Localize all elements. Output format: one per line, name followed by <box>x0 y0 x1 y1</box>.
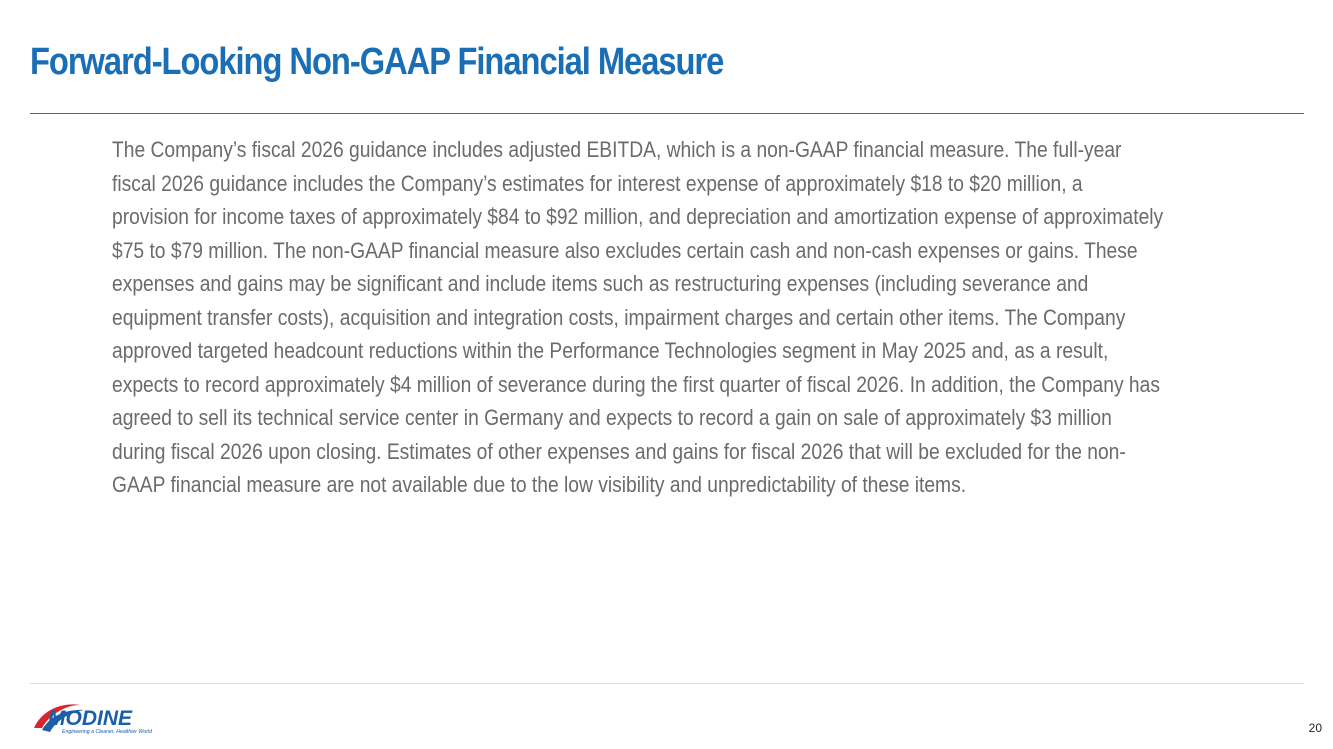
modine-logo <box>28 692 168 738</box>
slide-title: Forward-Looking Non-GAAP Financial Measure <box>30 41 724 83</box>
page-number: 20 <box>1308 721 1322 735</box>
logo-tagline: Engineering a Cleaner, Healthier World <box>62 729 152 735</box>
title-divider <box>30 113 1304 114</box>
body-paragraph: The Company’s fiscal 2026 guidance includes adjusted EBITDA, which is a non-GAAP financial measure. The full-year fiscal 2026 guidance includes the Company’s estimates for interest expense of approximately $18 to $20 million, a provision for income taxes of approximately $84 to $92 million, and depreciation and amortization expense of approximately $75 to $79 million. The non-GAAP financial measure also excludes certain cash and non-cash expenses or gains. These expenses and gains may be significant and include items such as restructuring expenses (including severance and equipment transfer costs), acquisition and integration costs, impairment charges and certain other items. The Company approved targeted headcount reductions within the Performance Technologies segment in May 2025 and, as a result, expects to record approximately $4 million of severance during the first quarter of fiscal 2026. In addition, the Company has agreed to sell its technical service center in Germany and expects to record a gain on sale of approximately $3 million during fiscal 2026 upon closing. Estimates of other expenses and gains for fiscal 2026 that will be excluded for the non-GAAP financial measure are not available due to the low visibility and unpredictability of these items. <box>112 137 1164 497</box>
footer-divider <box>30 683 1304 684</box>
logo-wordmark: MODINE <box>48 707 132 730</box>
